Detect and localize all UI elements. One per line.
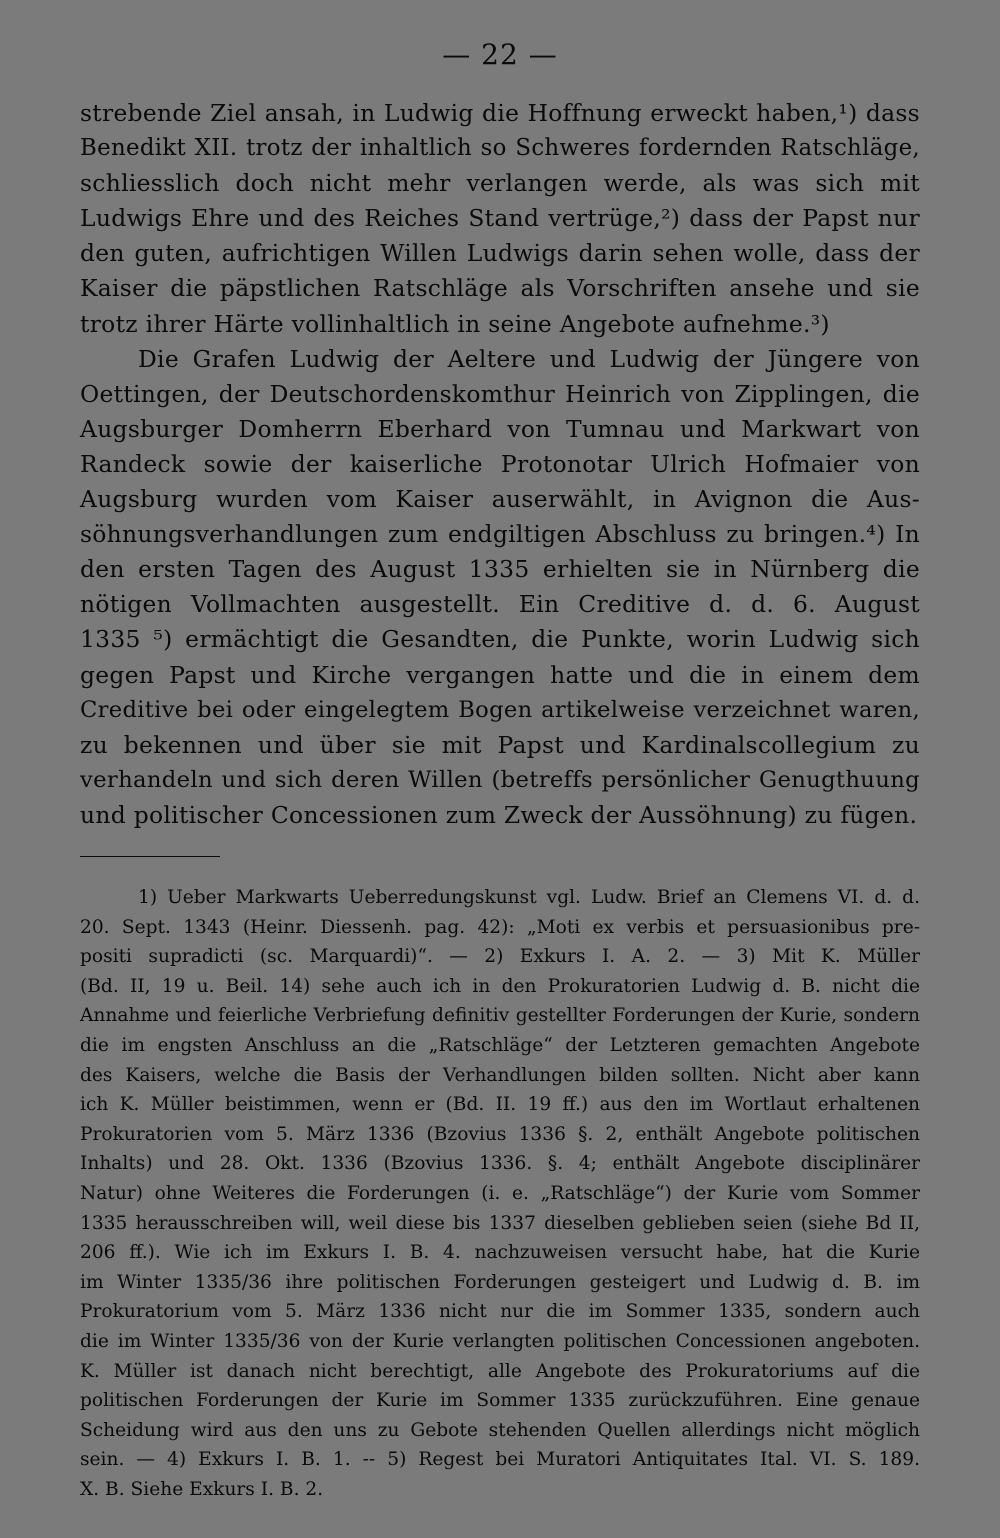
footnote-line: 1335 herausschreiben will, weil diese bis 1337 dieselben geblieben seien (siehe Bd II, (80, 1212, 920, 1234)
text-line: Augsburg wurden vom Kaiser auserwählt, in Avignon die Aus- (80, 485, 920, 514)
footnote-line: die im engsten Anschluss an die „Ratschläge“ der Letzteren gemachten Angebote (80, 1034, 920, 1056)
footnote-line: die im Winter 1335/36 von der Kurie verlangten politischen Concessionen angeboten. (80, 1330, 920, 1352)
text-line: den ersten Tagen des August 1335 erhielten sie in Nürnberg die (80, 555, 920, 584)
footnote-line: politischen Forderungen der Kurie im Sommer 1335 zurückzuführen. Eine genaue (80, 1390, 920, 1412)
footnote-line: Prokuratorium vom 5. März 1336 nicht nur die im Sommer 1335, sondern auch (80, 1301, 920, 1323)
text-line: gegen Papst und Kirche vergangen hatte und die in einem dem (80, 660, 920, 689)
footnote-line: 20. Sept. 1343 (Heinr. Diessenh. pag. 42): „Moti ex verbis et persuasionibus pre- (80, 916, 920, 938)
footnote-line: Natur) ohne Weiteres die Forderungen (i. e. „Ratschläge“) der Kurie vom Sommer (80, 1182, 920, 1204)
text-line: den guten, aufrichtigen Willen Ludwigs darin sehen wolle, dass der (80, 239, 920, 268)
footnote-line: ich K. Müller beistimmen, wenn er (Bd. II. 19 ff.) aus den im Wortlaut erhaltenen (80, 1094, 920, 1116)
text-line: verhandeln und sich deren Willen (betreffs persönlicher Genugthuung (80, 766, 920, 793)
footnote-line: sein. — 4) Exkurs I. B. 1. -- 5) Regest bei Muratori Antiquitates Ital. VI. S. 189. (80, 1449, 920, 1471)
footnote-line: Annahme und feierliche Verbriefung definitiv gestellter Forderungen der Kurie, sondern (80, 1005, 920, 1027)
footnote-divider (80, 856, 220, 857)
text-line: nötigen Vollmachten ausgestellt. Ein Creditive d. d. 6. August (80, 590, 920, 619)
footnote-line: (Bd. II, 19 u. Beil. 14) sehe auch ich in den Prokuratorien Ludwig d. B. nicht die (80, 975, 920, 997)
text-line: strebende Ziel ansah, in Ludwig die Hoffnung erweckt haben,¹) dass (80, 99, 920, 127)
text-line: Oettingen, der Deutschordenskomthur Heinrich von Zipplingen, die (80, 379, 920, 408)
text-line: Kaiser die päpstlichen Ratschläge als Vorschriften ansehe und sie (80, 274, 920, 303)
text-line: und politischer Concessionen zum Zweck der Aussöhnung) zu fügen. (80, 800, 918, 829)
footnote-line: 206 ff.). Wie ich im Exkurs I. B. 4. nachzuweisen versucht habe, hat die Kurie (80, 1242, 920, 1264)
footnote-line: X. B. Siehe Exkurs I. B. 2. (80, 1478, 324, 1500)
text-line: 1335 ⁵) ermächtigt die Gesandten, die Punkte, worin Ludwig sich (80, 625, 920, 654)
text-line: söhnungsverhandlungen zum endgiltigen Abschluss zu bringen.⁴) In (80, 520, 920, 549)
footnotes (80, 883, 920, 1504)
text-line: schliesslich doch nicht mehr verlangen werde, als was sich mit (80, 169, 920, 198)
text-line: Creditive bei oder eingelegtem Bogen artikelweise verzeichnet waren, (80, 696, 920, 723)
text-line: Benedikt XII. trotz der inhaltlich so Schweres fordernden Ratschläge, (80, 135, 920, 162)
footnote-line: K. Müller ist danach nicht berechtigt, alle Angebote des Prokuratoriums auf die (80, 1360, 920, 1382)
footnote-line: des Kaisers, welche die Basis der Verhandlungen bilden sollten. Nicht aber kann (80, 1064, 920, 1086)
text-line: Die Grafen Ludwig der Aeltere und Ludwig der Jüngere von (138, 344, 920, 373)
footnote-line: 1) Ueber Markwarts Ueberredungskunst vgl. Ludw. Brief an Clemens VI. d. d. (138, 887, 920, 908)
text-line: Augsburger Domherrn Eberhard von Tumnau und Markwart von (80, 414, 920, 443)
footnote-line: positi supradicti (sc. Marquardi)“. — 2) Exkurs I. A. 2. — 3) Mit K. Müller (80, 946, 920, 968)
footnote-line: Scheidung wird aus den uns zu Gebote stehenden Quellen allerdings nicht möglich (80, 1419, 920, 1441)
footnote-line: Prokuratorien vom 5. März 1336 (Bzovius 1336 §. 2, enthält Angebote politischen (80, 1123, 920, 1145)
text-line: Ludwigs Ehre und des Reiches Stand vertrüge,²) dass der Papst nur (80, 204, 920, 233)
text-line: Randeck sowie der kaiserliche Protonotar Ulrich Hofmaier von (80, 449, 920, 478)
text-line: zu bekennen und über sie mit Papst und Kardinalscollegium zu (80, 730, 920, 759)
page-number: — 22 — (442, 38, 558, 71)
footnote-line: im Winter 1335/36 ihre politischen Forderungen gesteigert und Ludwig d. B. im (80, 1271, 920, 1293)
footnote-line: Inhalts) und 28. Okt. 1336 (Bzovius 1336. §. 4; enthält Angebote disciplinärer (80, 1153, 920, 1175)
text-line: trotz ihrer Härte vollinhaltlich in seine Angebote aufnehme.³) (80, 309, 830, 338)
main-text (80, 96, 920, 833)
